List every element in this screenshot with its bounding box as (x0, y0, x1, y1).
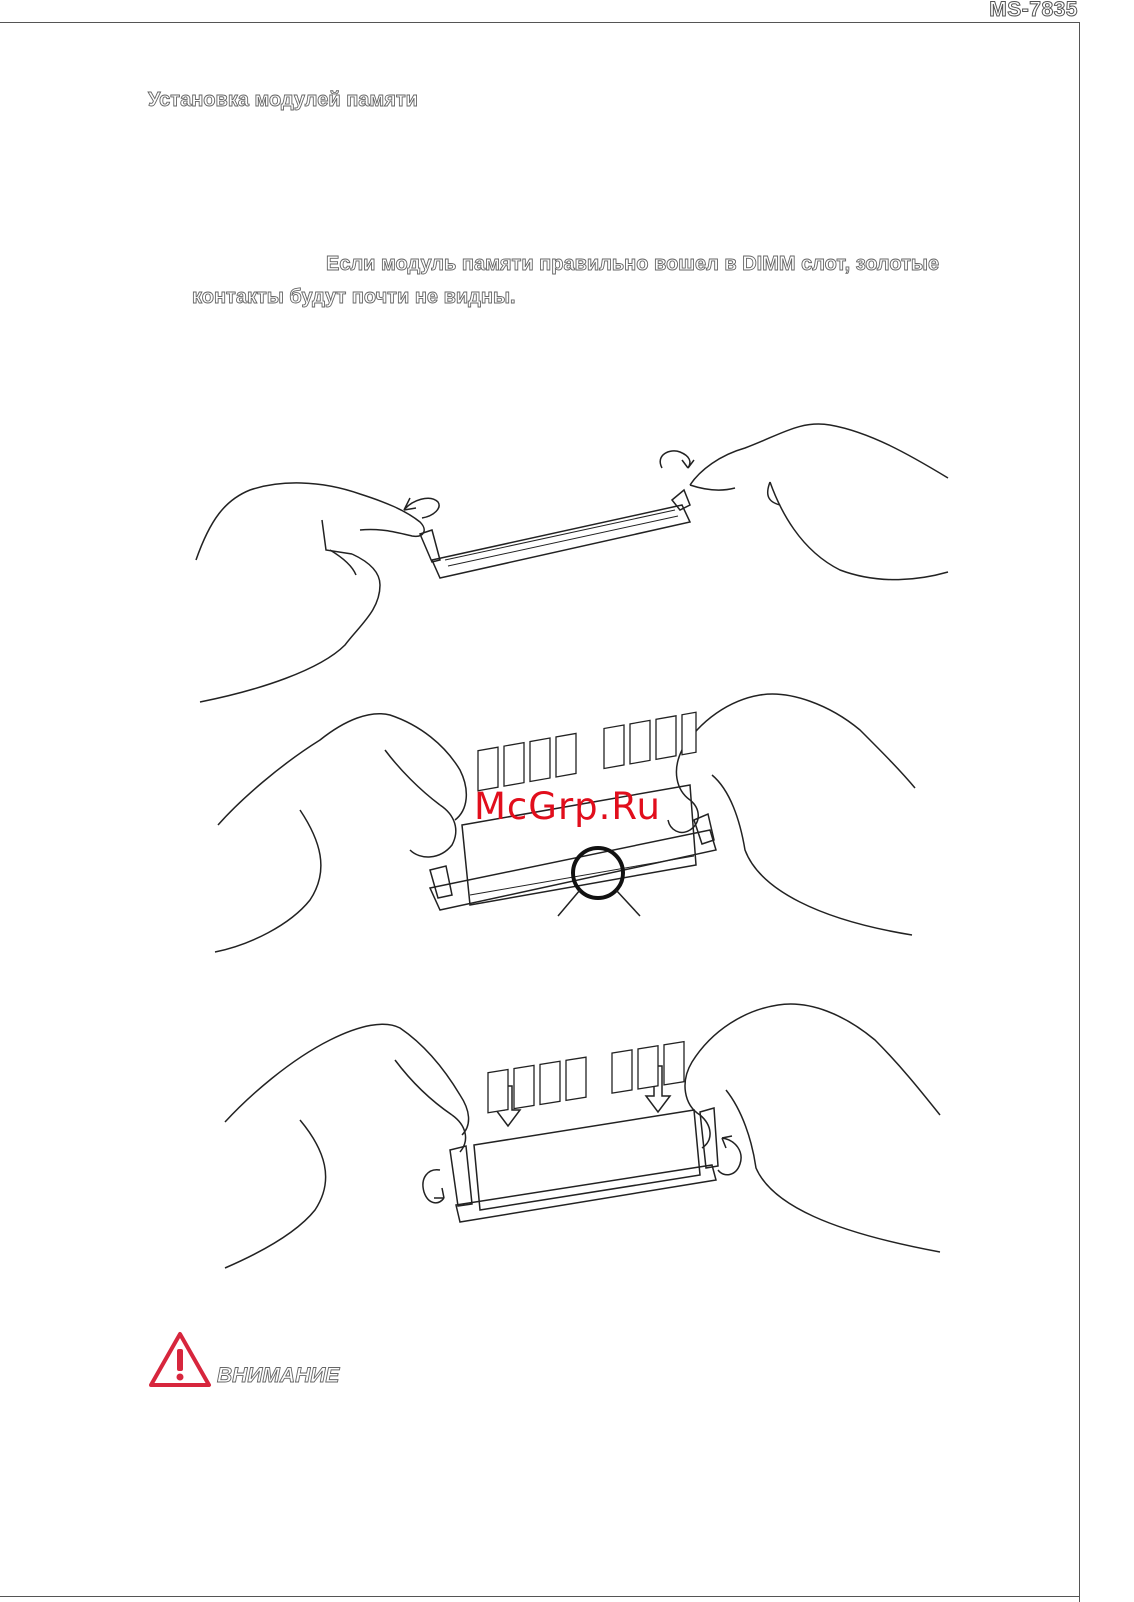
watermark: McGrp.Ru (474, 785, 661, 828)
warning-label: ВНИМАНИЕ (217, 1364, 340, 1387)
warning-triangle-icon (148, 1331, 212, 1389)
footer-rule (0, 1596, 1080, 1597)
header-rule (0, 22, 1080, 23)
insert-module-illustration (0, 690, 1080, 970)
press-module-illustration (0, 1000, 1080, 1280)
model-number: MS-7835 (989, 0, 1078, 21)
installation-note-text: Если модуль памяти правильно вошел в DIMM слот, золотые контакты будут почти не видны. (192, 253, 940, 308)
open-latches-illustration (0, 410, 1080, 710)
section-title: Установка модулей памяти (148, 89, 418, 111)
installation-note (192, 248, 1022, 314)
